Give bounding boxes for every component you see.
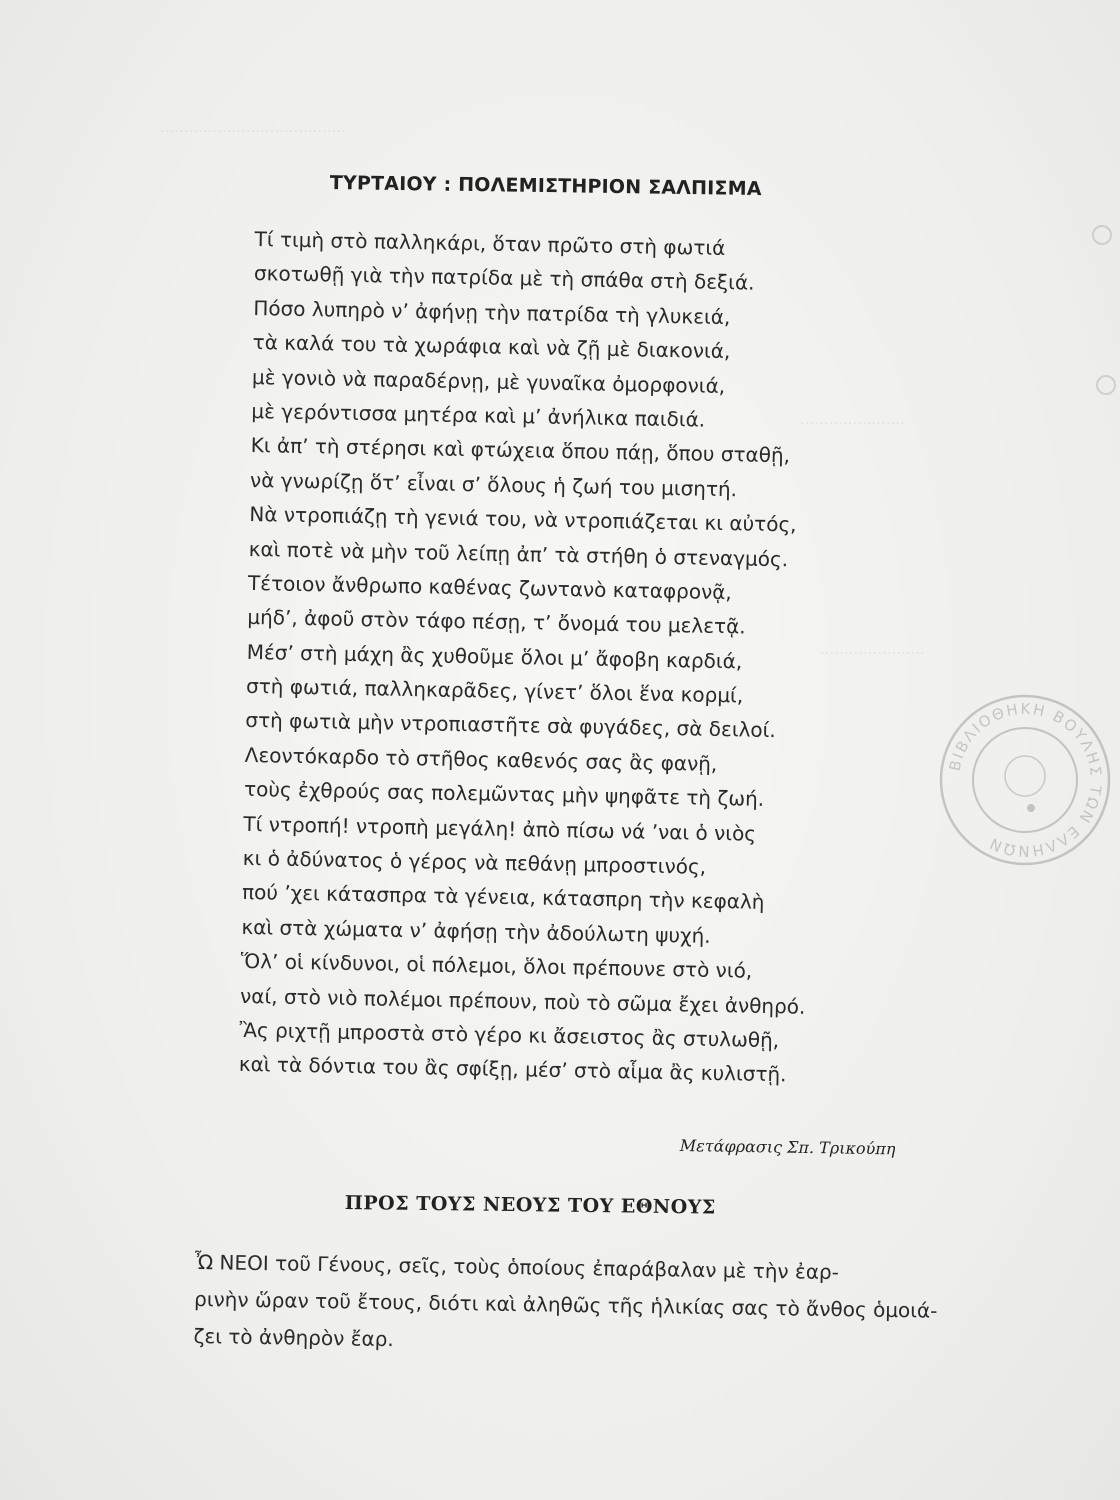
poem-line: Τί ντροπή! ντροπὴ μεγάλη! ἀπὸ πίσω νά ’ναι ὁ νιὸς <box>243 811 757 846</box>
section-title: ΠΡΟΣ ΤΟΥΣ ΝΕΟΥΣ ΤΟΥ ΕΘΝΟΥΣ <box>344 1192 716 1219</box>
poem-line: Πόσο λυπηρὸ ν’ ἀφήνῃ τὴν πατρίδα τὴ γλυκειά, <box>253 295 731 329</box>
poem-body <box>238 222 974 1095</box>
poem-line: σκοτωθῇ γιὰ τὴν πατρίδα μὲ τὴ σπάθα στὴ δεξιά. <box>253 261 755 295</box>
poem-line: Λεοντόκαρδο τὸ στῆθος καθενός σας ἂς φανῇ, <box>244 742 718 776</box>
poem-line: μὲ γερόντισσα μητέρα καὶ μ’ ἀνήλικα παιδιά. <box>251 398 706 432</box>
poem-line: Τί τιμὴ στὸ παλληκάρι, ὅταν πρῶτο στὴ φωτιά <box>254 226 726 261</box>
poem-line: Νὰ ντροπιάζῃ τὴ γενιά του, νὰ ντροπιάζεται κι αὐτός, <box>249 502 797 537</box>
poem-line: κι ὁ ἀδύνατος ὁ γέρος νὰ πεθάνῃ μπροστινός, <box>242 845 707 879</box>
show-through-text: ....................................... <box>160 118 346 136</box>
poem-line: στὴ φωτιὰ μὴν ντροπιαστῆτε σὰ φυγάδες, σὰ δειλοί. <box>245 708 777 743</box>
poem-line: Ὅλ’ οἱ κίνδυνοι, οἱ πόλεμοι, ὅλοι πρέπουνε στὸ νιό, <box>240 949 753 983</box>
poem-line: μὲ γονιὸ νὰ παραδέρνῃ, μὲ γυναῖκα ὀμορφονιά, <box>251 364 726 398</box>
poem-line: Κι ἀπ’ τὴ στέρησι καὶ φτώχεια ὅπου πάῃ, ὅπου σταθῇ, <box>250 433 791 468</box>
library-stamp-icon <box>935 690 1115 870</box>
prose-line: ρινὴν ὥραν τοῦ ἔτους, διότι καὶ ἀληθῶς τῆς ἡλικίας σας τὸ ἄνθος ὁμοιά- <box>193 1286 938 1323</box>
poem-line: καὶ τὰ δόντια του ἂς σφίξῃ, μέσ’ στὸ αἷμα ἂς κυλιστῇ. <box>238 1052 787 1087</box>
show-through-text: ...................... <box>820 640 925 658</box>
margin-mark <box>1092 225 1112 245</box>
stamp-text: ΒΙΒΛΙΟΘΗΚΗ ΒΟΥΛΗΣ ΤΩΝ ΕΛΛΗΝΩΝ <box>945 699 1106 861</box>
poem-line: καὶ ποτὲ νὰ μὴν τοῦ λείπῃ ἀπ’ τὰ στήθη ὁ στεναγμός. <box>248 536 789 571</box>
poem-line: πού ’χει κάτασπρα τὰ γένεια, κάτασπρη τὴν κεφαλὴ <box>241 880 765 915</box>
poem-line: Μέσ’ στὴ μάχη ἂς χυθοῦμε ὅλοι μ’ ἄφοβη καρδιά, <box>246 639 743 674</box>
margin-mark <box>1096 375 1116 395</box>
translator-credit: Μετάφρασις Σπ. Τρικούπη <box>679 1136 896 1159</box>
poem-line: στὴ φωτιά, παλληκαρᾶδες, γίνετ’ ὅλοι ἕνα κορμί, <box>245 673 744 708</box>
poem-line: καὶ στὰ χώματα ν’ ἀφήσῃ τὴν ἀδούλωτη ψυχή. <box>241 914 711 948</box>
poem-line: Ἂς ριχτῇ μπροστὰ στὸ γέρο κι ἄσειστος ἂς στυλωθῇ, <box>239 1017 780 1053</box>
svg-text:ΒΙΒΛΙΟΘΗΚΗ ΒΟΥΛΗΣ ΤΩΝ ΕΛΛΗΝΩΝ <box>946 700 1106 860</box>
poem-line: τὰ καλά του τὰ χωράφια καὶ νὰ ζῇ μὲ διακονιά, <box>252 330 731 364</box>
poem-line: ναί, στὸ νιὸ πολέμοι πρέπουν, ποὺ τὸ σῶμα ἔχει ἀνθηρό. <box>239 983 806 1019</box>
prose-line: Ὦ ΝΕΟΙ τοῦ Γένους, σεῖς, τοὺς ὁποίους ἐπαράβαλαν μὲ τὴν ἐαρ- <box>194 1249 840 1285</box>
poem-line: τοὺς ἐχθρούς σας πολεμῶντας μὴν ψηφᾶτε τὴ ζωή. <box>243 777 765 812</box>
show-through-text: ...................... <box>800 410 905 428</box>
prose-body <box>193 1244 995 1368</box>
poem-line: Τέτοιον ἄνθρωπο καθένας ζωντανὸ καταφρονᾷ, <box>247 570 733 605</box>
poem-line: μήδ’, ἀφοῦ στὸν τάφο πέσῃ, τ’ ὄνομά του μελετᾷ. <box>247 605 746 639</box>
poem-line: νὰ γνωρίζῃ ὅτ’ εἶναι σ’ ὅλους ἡ ζωή του μισητή. <box>249 467 738 502</box>
poem-title: ΤΥΡΤΑΙΟΥ : ΠΟΛΕΜΙΣΤΗΡΙΟΝ ΣΑΛΠΙΣΜΑ <box>329 172 762 201</box>
prose-line: ζει τὸ ἀνθηρὸν ἔαρ. <box>193 1323 394 1352</box>
